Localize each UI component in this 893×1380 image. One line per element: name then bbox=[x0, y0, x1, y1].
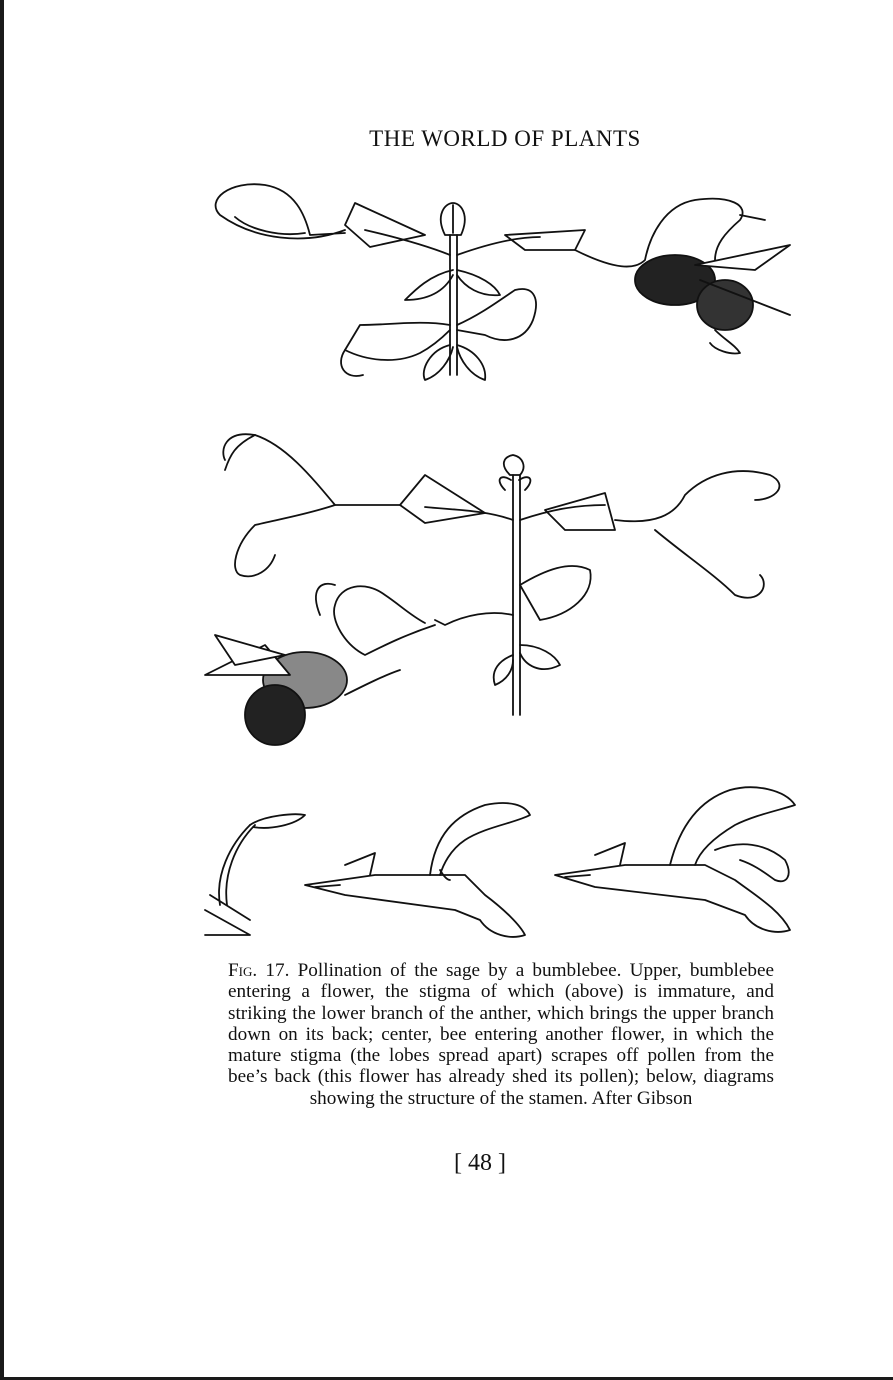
upper-sage-illustration bbox=[216, 184, 790, 380]
stamen-diagrams bbox=[205, 787, 795, 937]
running-head: THE WORLD OF PLANTS bbox=[369, 126, 641, 151]
center-sage-illustration bbox=[205, 434, 779, 745]
figure-caption-text: Pollination of the sage by a bumblebee. Upper, bumblebee entering a flower, the stigma of which (above) is immature, and striking the lower branch of the anther, which brings the upper branch down on its back; center, bee entering another flower, in which the mature stigma (the lobes spread apart) scrapes off pollen from the bee’s back (this flower has already shed its pollen); below, diagrams showing the structure of the stamen. After Gibson bbox=[228, 960, 775, 1109]
figure-label: Fig. 17. bbox=[228, 960, 290, 981]
figure-illustration bbox=[195, 175, 805, 945]
page-edge bbox=[0, 0, 4, 1380]
bee-upper bbox=[635, 245, 790, 353]
page-number: [ 48 ] bbox=[454, 1150, 506, 1176]
figure-caption bbox=[228, 960, 774, 1109]
